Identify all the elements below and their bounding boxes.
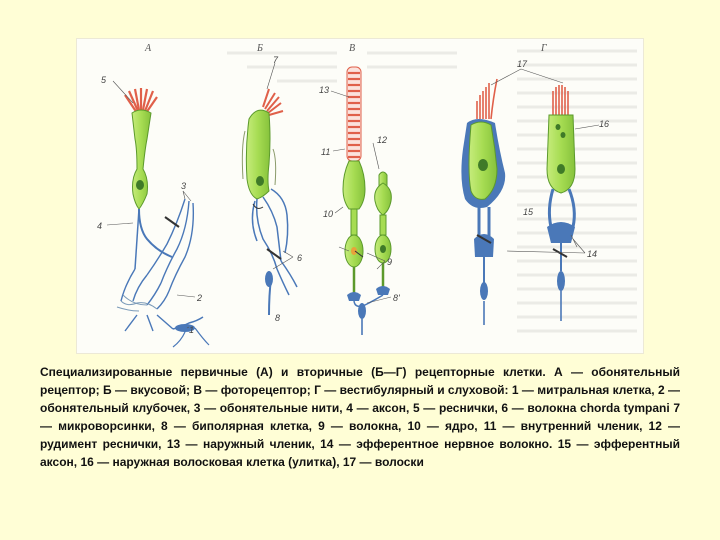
taste-receptor-cell <box>242 89 297 315</box>
label-14: 14 <box>587 249 598 259</box>
label-12: 12 <box>377 135 388 145</box>
photoreceptor-cells <box>343 67 391 335</box>
label-4: 4 <box>97 221 103 231</box>
header-g: Г <box>541 43 547 54</box>
label-13: 13 <box>319 85 330 95</box>
label-17: 17 <box>517 59 528 69</box>
label-10: 10 <box>323 209 334 219</box>
label-9: 9 <box>387 257 393 267</box>
label-3: 3 <box>181 181 187 191</box>
header-v: В <box>349 43 356 54</box>
label-5: 5 <box>101 75 107 85</box>
receptor-cells-diagram <box>77 39 643 353</box>
label-1: 1 <box>189 325 195 335</box>
label-8: 8 <box>275 313 281 323</box>
header-b: Б <box>257 43 263 54</box>
label-6: 6 <box>297 253 303 263</box>
header-a: А <box>145 43 152 54</box>
figure-caption: Специализированные первичные (А) и вторичные (Б—Г) рецепторные клетки. А — обонятельный рецептор; Б — вкусовой; В — фоторецептор; Г — вестибулярный и слуховой: 1 — митральная клетка, 2 — обонятельный клубочек, 3 — обонятельные нити, 4 — аксон, 5 — реснички, 6 — волокна chorda tympani 7 — микроворсинки, 8 — биполярная клетка, 9 — волокна, 10 — ядро, 11 — внутренний членик, 12 — рудимент реснички, 13 — наружный членик, 14 — эфферентное нервное волокно. 15 — эфферентный аксон, 16 — наружная волосковая клетка (улитка), 17 — волоски <box>40 365 680 469</box>
olfactory-receptor-cell <box>117 88 209 347</box>
label-2: 2 <box>197 293 203 303</box>
label-15: 15 <box>523 207 534 217</box>
label-7: 7 <box>273 55 279 65</box>
label-11: 11 <box>321 147 331 157</box>
label-16: 16 <box>599 119 610 129</box>
receptor-cells-figure <box>76 38 644 354</box>
label-8-prime: 8' <box>393 293 400 303</box>
